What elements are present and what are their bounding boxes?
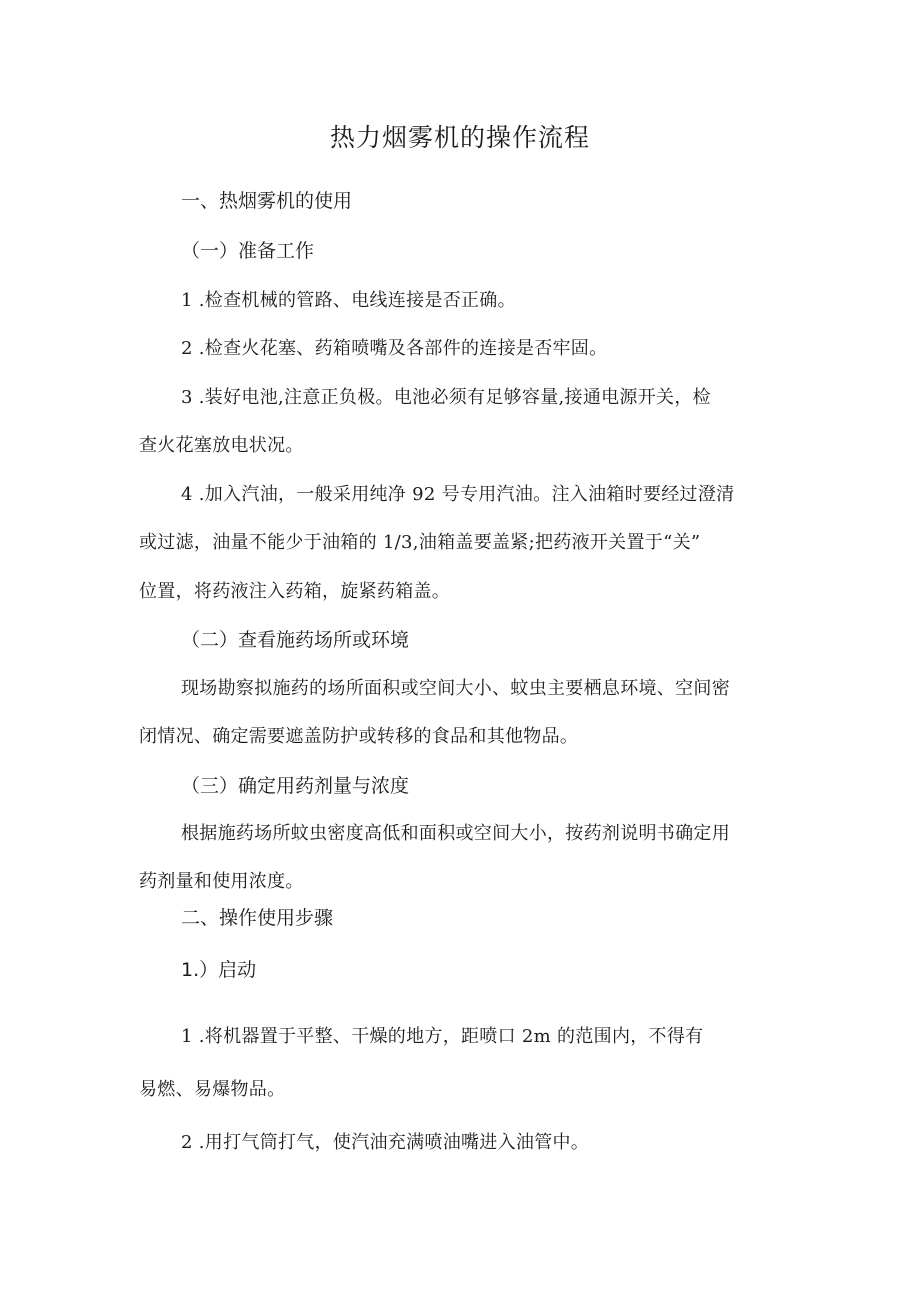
subsection-2-heading: （二）查看施药场所或环境 [181, 629, 410, 651]
prep-item-3-line-1: 3 .装好电池,注意正负极。电池必须有足够容量,接通电源开关，检 [181, 387, 711, 408]
site-survey-line-2: 闭情况、确定需要遮盖防护或转移的食品和其他物品。 [139, 726, 579, 747]
start-item-1-line-1: 1 .将机器置于平整、干燥的地方，距喷口 2m 的范围内，不得有 [181, 1026, 704, 1047]
prep-item-2: 2 .检查火花塞、药箱喷嘴及各部件的连接是否牢固。 [181, 338, 608, 359]
site-survey-line-1: 现场勘察拟施药的场所面积或空间大小、蚊虫主要栖息环境、空间密 [181, 678, 730, 699]
prep-item-4-line-3: 位置，将药液注入药箱，旋紧药箱盖。 [139, 581, 451, 602]
start-item-2: 2 .用打气筒打气，使汽油充满喷油嘴进入油管中。 [181, 1132, 590, 1153]
prep-item-4-line-2: 或过滤，油量不能少于油箱的 1/3,油箱盖要盖紧;把药液开关置于“关” [139, 532, 701, 553]
subsection-3-heading: （三）确定用药剂量与浓度 [181, 775, 410, 797]
prep-item-3-line-2: 查火花塞放电状况。 [139, 435, 304, 456]
step-start-heading: 1.）启动 [181, 959, 257, 981]
dosage-line-1: 根据施药场所蚊虫密度高低和面积或空间大小，按药剂说明书确定用 [181, 823, 730, 844]
start-item-1-line-2: 易燃、易爆物品。 [139, 1079, 286, 1100]
subsection-1-heading: （一）准备工作 [181, 240, 315, 262]
prep-item-1: 1 .检查机械的管路、电线连接是否正确。 [181, 290, 516, 311]
section-2-heading: 二、操作使用步骤 [181, 907, 334, 929]
document-title: 热力烟雾机的操作流程 [329, 123, 590, 152]
section-1-heading: 一、热烟雾机的使用 [181, 190, 353, 212]
prep-item-4-line-1: 4 .加入汽油，一般采用纯净 92 号专用汽油。注入油箱时要经过澄清 [181, 484, 735, 505]
dosage-line-2: 药剂量和使用浓度。 [139, 871, 304, 892]
